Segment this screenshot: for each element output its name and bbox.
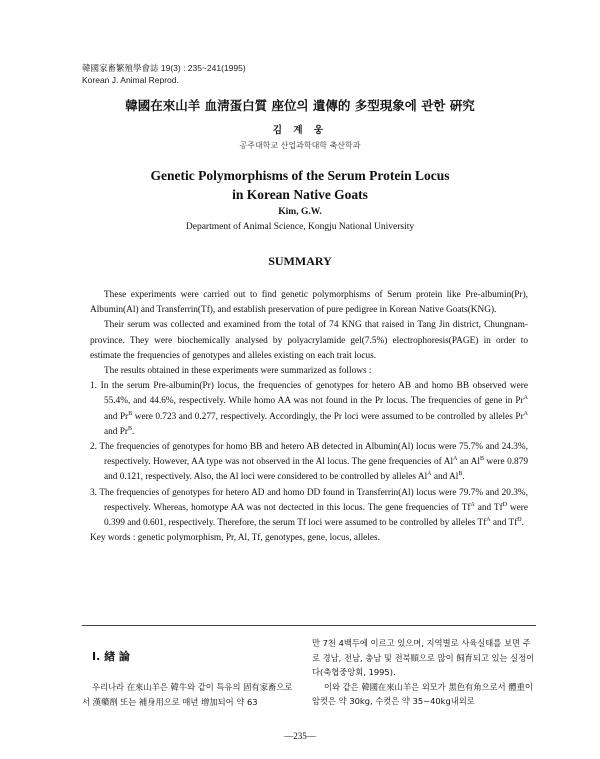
result-item-1: 1. In the serum Pre-albumin(Pr) locus, the frequencies of genotypes for hetero AB and homo BB observed were 55.4%, and 44.6%, respectively. While homo AA was not found in the Pr locus. The frequencies of gene in $Pr^A$ and $Pr^B$ were 0.723 and 0.277, respectively. Accordingly, the Pr loci were assumed to be controlled by alleles $Pr^A$ and $Pr^B$. <box>90 381 529 437</box>
english-title-line1: Genetic Polymorphisms of the Serum Protein Locus <box>150 168 450 183</box>
summary-paragraph-1: These experiments were carried out to find genetic polymorphisms of Serum protein like Pre-albumin(Pr), Albumin(Al) and Transferrin(Tf), and establish preservation of pure pedigree in Korean Native Goats(KNG). <box>90 290 528 316</box>
intro-column-right <box>312 636 536 709</box>
page-number: —235— <box>284 731 316 741</box>
section-divider <box>82 625 536 626</box>
result-item-3: 3. The frequencies of genotypes for hetero AD and homo DD found in Transferrin(Al) locus were 79.7% and 20.3%, respectively. Whereas, homotype AA was not dectected in this locus. The gene frequencies of $Tf^A$ and $Tf^D$ were 0.399 and 0.601, respectively. Therefore, the serum Tf loci were assumed to be controlled by alleles $Tf^A$ and $Tf^D$. <box>90 487 528 529</box>
english-affiliation: Department of Animal Science, Kongju National University <box>185 222 415 232</box>
result-item-2: 2. The frequencies of genotypes for homo BB and hetero AB detected in Albumin(Al) locus were 75.7% and 24.3%, respectively. However, AA type was not observed in the Al locus. The gene frequencies of $Al^A$ an $Al^B$ were 0.879 and 0.121, respectively. Also, the Al loci were considered to be controlled by alleles $Al^A$ and $Al^B$. <box>90 442 528 483</box>
korean-affiliation: 공주대학교 산업과학대학 축산학과 <box>239 141 361 150</box>
summary-paragraph-2: Their serum was collected and examined from the total of 74 KNG that raised in Tang Jin district, Chungnam-province. They were biochemically analysed by polyacrylamide gel(7.5%) electrophoresis(PAGE) in order to estimate the frequencies of genotypes and alleles existing on each trait locus. <box>90 320 528 361</box>
intro-heading: Ⅰ. 緖 論 <box>92 650 130 663</box>
intro-text-right-2: 이와 같은 韓國在來山羊은 외모가 黑色有角으로서 體重이 암컷은 약 30kg, 수컷은 약 35~40kg내외로 <box>312 681 533 707</box>
summary-paragraph-3: The results obtained in these experiments were summarized as follows : <box>104 366 372 377</box>
english-author: Kim, G.W. <box>278 207 322 217</box>
keywords: Key words : genetic polymorphism, Pr, Al, Tf, genotypes, gene, locus, alleles. <box>90 533 380 544</box>
korean-author: 김 계 웅 <box>272 125 328 136</box>
summary-heading: SUMMARY <box>268 254 332 268</box>
intro-column-left <box>82 636 300 709</box>
journal-citation <box>82 62 246 86</box>
journal-citation-korean: 韓國家畜繁殖學會誌 19(3) : 235~241(1995) <box>82 63 246 73</box>
english-title <box>0 166 600 204</box>
journal-citation-english: Korean J. Animal Reprod. <box>82 75 179 85</box>
intro-text-right-1: 만 7천 4백두에 이르고 있으며, 지역별로 사육실태를 보면 주로 경남, 전남, 충남 및 전북順으로 많이 飼育되고 있는 실정이다(축협중앙회, 1995). <box>312 638 535 678</box>
english-title-line2: in Korean Native Goats <box>232 187 368 202</box>
korean-title: 韓國在來山羊 血淸蛋白質 座位의 遺傳的 多型現象에 관한 硏究 <box>125 98 475 113</box>
summary-body <box>90 288 528 546</box>
intro-text-left: 우리나라 在來山羊은 韓牛와 같이 특유의 固有家畜으로서 漢藥劑 또는 補身用으로 매년 增加되어 약 63 <box>82 682 293 707</box>
